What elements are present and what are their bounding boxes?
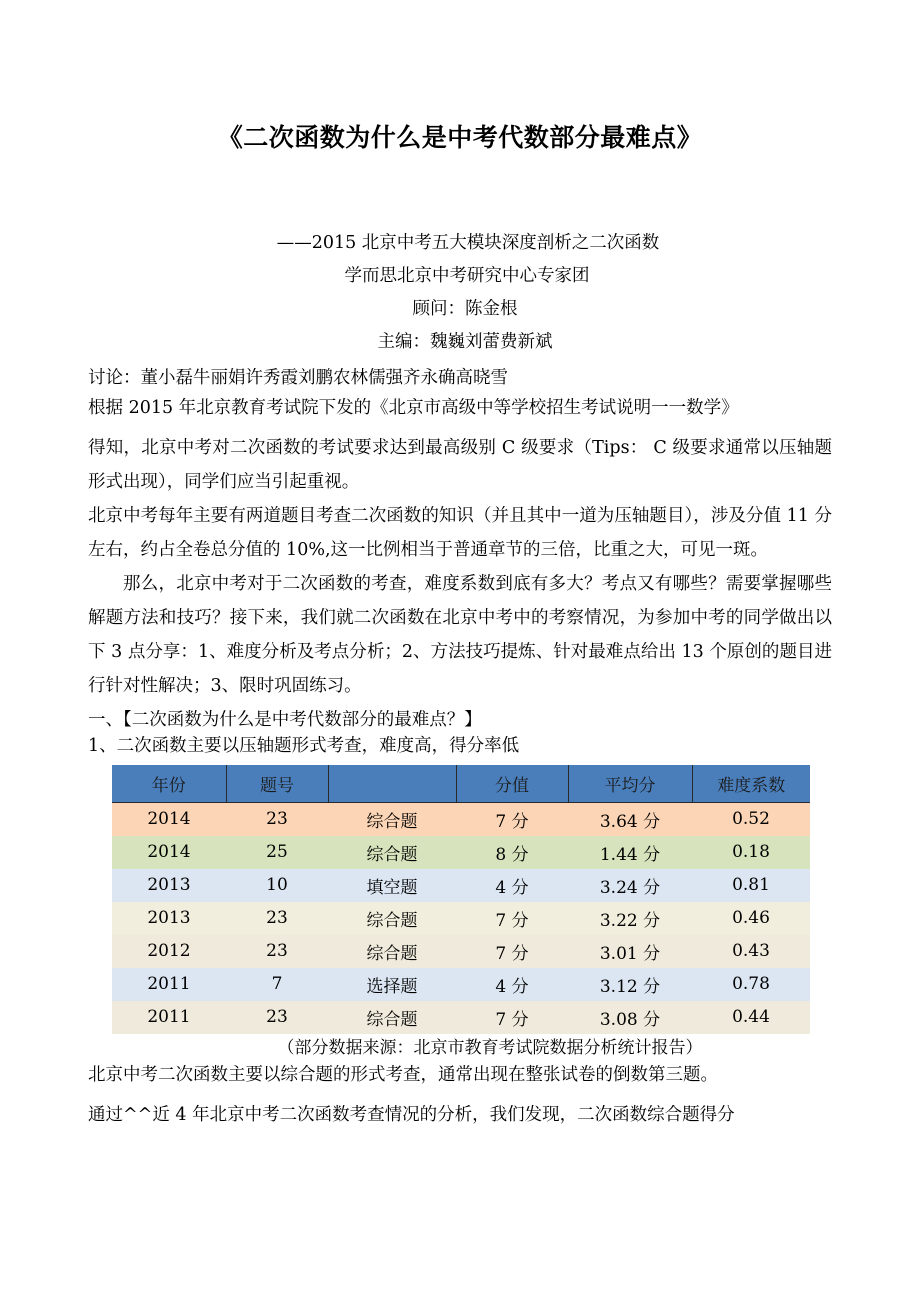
cell-points: 4 分 bbox=[456, 869, 568, 902]
cell-year: 2011 bbox=[112, 1001, 226, 1034]
document-content bbox=[88, 0, 832, 1132]
cell-difficulty: 0.78 bbox=[692, 968, 810, 1001]
cell-difficulty: 0.18 bbox=[692, 836, 810, 869]
cell-points: 4 分 bbox=[456, 968, 568, 1001]
cell-question: 10 bbox=[226, 869, 328, 902]
table-row bbox=[112, 1001, 810, 1034]
subtitle-block bbox=[88, 227, 832, 359]
table-row bbox=[112, 968, 810, 1001]
cell-average: 3.08 分 bbox=[568, 1001, 692, 1034]
cell-question: 7 bbox=[226, 968, 328, 1001]
cell-year: 2011 bbox=[112, 968, 226, 1001]
exam-statistics-table bbox=[112, 765, 810, 1034]
discussion-credits-line: 讨论：董小磊牛丽娟许秀霞刘鹏农林儒强齐永确高晓雪 bbox=[88, 367, 508, 388]
paragraph-c-level-requirement: 得知，北京中考对二次函数的考试要求达到最高级别 C 级要求（Tips： C 级要求通常以压轴题形式出现），同学们应当引起重视。 bbox=[88, 437, 832, 492]
column-header-type bbox=[328, 765, 456, 803]
cell-type: 综合题 bbox=[328, 836, 456, 869]
stats-table-container bbox=[112, 765, 810, 1034]
cell-points: 7 分 bbox=[456, 935, 568, 968]
paragraph-closing-one: 北京中考二次函数主要以综合题的形式考查，通常出现在整张试卷的倒数第三题。 bbox=[88, 1064, 718, 1085]
cell-points: 8 分 bbox=[456, 836, 568, 869]
table-header bbox=[112, 765, 810, 803]
cell-year: 2014 bbox=[112, 802, 226, 836]
cell-difficulty: 0.52 bbox=[692, 802, 810, 836]
cell-points: 7 分 bbox=[456, 1001, 568, 1034]
cell-year: 2013 bbox=[112, 902, 226, 935]
cell-question: 23 bbox=[226, 1001, 328, 1034]
cell-question: 23 bbox=[226, 902, 328, 935]
paragraph-source-document: 根据 2015 年北京教育考试院下发的《北京市高级中等学校招生考试说明一一数学》 bbox=[88, 397, 739, 418]
page-title: 《二次函数为什么是中考代数部分最难点》 bbox=[217, 123, 703, 152]
column-header-question: 题号 bbox=[226, 765, 328, 803]
cell-points: 7 分 bbox=[456, 902, 568, 935]
cell-type: 综合题 bbox=[328, 902, 456, 935]
cell-year: 2013 bbox=[112, 869, 226, 902]
paragraph-three-shares: 那么，北京中考对于二次函数的考查，难度系数到底有多大？考点又有哪些？需要掌握哪些解题方法和技巧？接下来，我们就二次函数在北京中考中的考察情况，为参加中考的同学做出以下 3 点分享：1、难度分析及考点分析；2、方法技巧提炼、针对最难点给出 13 个原创的题目进行针对性解决；3、限时巩固练习。 bbox=[88, 573, 832, 696]
table-row bbox=[112, 902, 810, 935]
column-header-points: 分值 bbox=[456, 765, 568, 803]
cell-average: 3.01 分 bbox=[568, 935, 692, 968]
cell-question: 23 bbox=[226, 802, 328, 836]
subtitle-line-series: ——2015 北京中考五大模块深度剖析之二次函数 bbox=[276, 232, 660, 253]
table-row bbox=[112, 869, 810, 902]
cell-difficulty: 0.81 bbox=[692, 869, 810, 902]
cell-type: 选择题 bbox=[328, 968, 456, 1001]
cell-question: 23 bbox=[226, 935, 328, 968]
cell-average: 3.12 分 bbox=[568, 968, 692, 1001]
table-row bbox=[112, 836, 810, 869]
subtitle-line-organization: 学而思北京中考研究中心专家团 bbox=[344, 265, 590, 286]
cell-average: 3.24 分 bbox=[568, 869, 692, 902]
paragraph-closing-two: 通过^^近 4 年北京中考二次函数考查情况的分析，我们发现，二次函数综合题得分 bbox=[88, 1104, 735, 1125]
table-body bbox=[112, 802, 810, 1034]
cell-difficulty: 0.46 bbox=[692, 902, 810, 935]
subtitle-line-editors: 主编：魏巍刘蕾费新斌 bbox=[377, 331, 553, 352]
subtitle-line-advisor: 顾问：陈金根 bbox=[412, 298, 518, 319]
cell-type: 填空题 bbox=[328, 869, 456, 902]
cell-average: 3.64 分 bbox=[568, 802, 692, 836]
cell-difficulty: 0.43 bbox=[692, 935, 810, 968]
cell-type: 综合题 bbox=[328, 935, 456, 968]
table-row bbox=[112, 802, 810, 836]
cell-average: 3.22 分 bbox=[568, 902, 692, 935]
table-source-caption: （部分数据来源：北京市教育考试院数据分析统计报告） bbox=[277, 1037, 703, 1058]
cell-type: 综合题 bbox=[328, 802, 456, 836]
subsection-heading-one-one: 1、二次函数主要以压轴题形式考查，难度高，得分率低 bbox=[88, 735, 520, 756]
column-header-year: 年份 bbox=[112, 765, 226, 803]
paragraph-score-weight: 北京中考每年主要有两道题目考查二次函数的知识（并且其中一道为压轴题目），涉及分值 11 分左右，约占全卷总分值的 10%,这一比例相当于普通章节的三倍，比重之大，可见一斑。 bbox=[88, 505, 832, 560]
table-row bbox=[112, 935, 810, 968]
column-header-average: 平均分 bbox=[568, 765, 692, 803]
cell-average: 1.44 分 bbox=[568, 836, 692, 869]
cell-year: 2014 bbox=[112, 836, 226, 869]
table-header-row bbox=[112, 765, 810, 803]
cell-year: 2012 bbox=[112, 935, 226, 968]
cell-points: 7 分 bbox=[456, 802, 568, 836]
section-heading-one: 一、【二次函数为什么是中考代数部分的最难点？】 bbox=[88, 709, 482, 730]
cell-difficulty: 0.44 bbox=[692, 1001, 810, 1034]
cell-type: 综合题 bbox=[328, 1001, 456, 1034]
column-header-difficulty: 难度系数 bbox=[692, 765, 810, 803]
cell-question: 25 bbox=[226, 836, 328, 869]
